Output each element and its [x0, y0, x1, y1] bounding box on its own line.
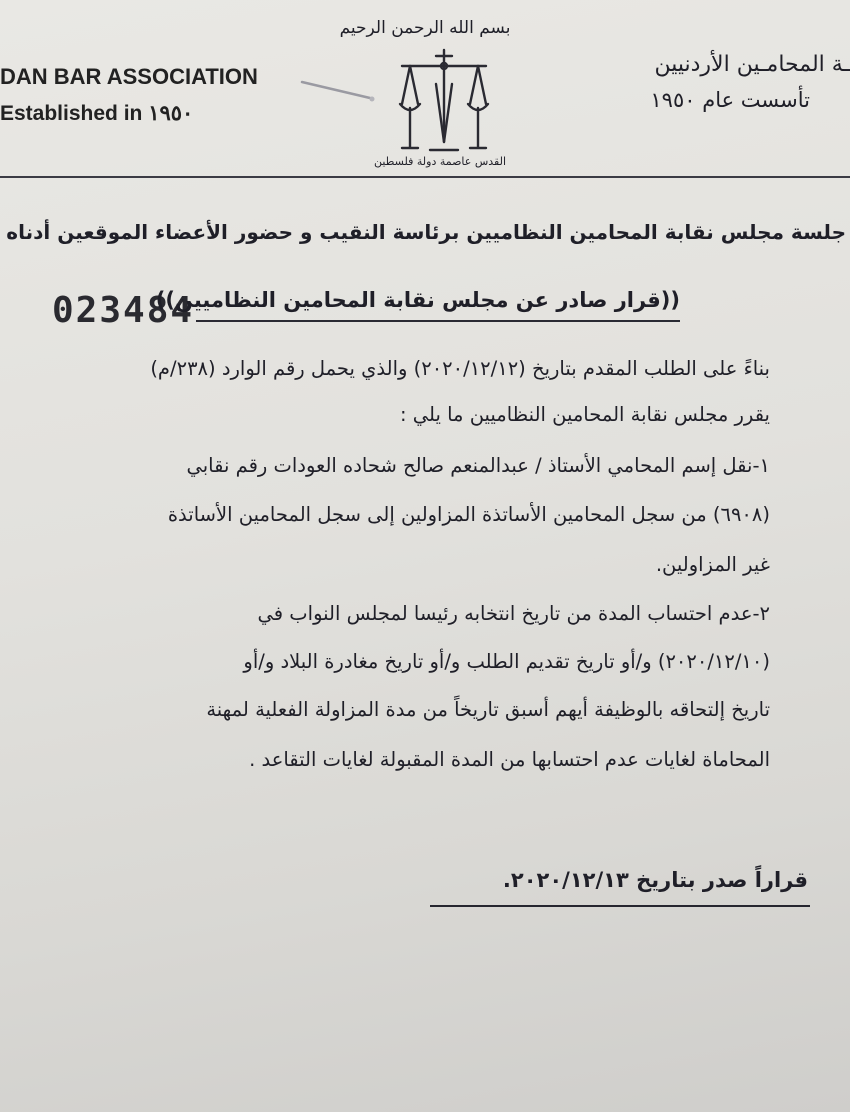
body-line: (٢٠٢٠/١٢/١٠) و/أو تاريخ تقديم الطلب و/أو تاريخ مغادرة البلاد و/أو — [243, 650, 770, 673]
basmala: بسم الله الرحمن الرحيم — [339, 18, 511, 38]
decision-title-underline — [196, 320, 680, 322]
decision-title: ((قرار صادر عن مجلس نقابة المحامين النظاميين)) — [155, 288, 680, 312]
session-line: جلسة مجلس نقابة المحامين النظاميين برئاسة النقيب و حضور الأعضاء الموقعين أدناه — [6, 220, 846, 244]
issued-date-underline — [430, 905, 810, 907]
paper-pin-icon — [300, 78, 380, 108]
issued-date-line: قراراً صدر بتاريخ ٢٠٢٠/١٢/١٣. — [502, 868, 808, 892]
body-line: تاريخ إلتحاقه بالوظيفة أيهم أسبق تاريخاً من مدة المزاولة الفعلية لمهنة — [206, 698, 770, 721]
body-line: ٢-عدم احتساب المدة من تاريخ انتخابه رئيسا لمجلس النواب في — [257, 602, 770, 625]
body-line: يقرر مجلس نقابة المحامين النظاميين ما يلي : — [400, 403, 770, 426]
header-divider — [0, 176, 850, 178]
arabic-established-line: تأسست عام ١٩٥٠ — [650, 88, 810, 112]
english-established-line: Established in ١٩٥٠ — [0, 102, 194, 125]
arabic-association-name: ـة المحامـين الأردنيين — [654, 52, 850, 77]
body-line: غير المزاولين. — [655, 553, 770, 576]
scales-of-justice-icon — [396, 44, 492, 156]
body-line: (٦٩٠٨) من سجل المحامين الأساتذة المزاولين إلى سجل المحامين الأساتذة — [167, 503, 770, 526]
english-association-name: DAN BAR ASSOCIATION — [0, 64, 258, 89]
body-line: ١-نقل إسم المحامي الأستاذ / عبدالمنعم صالح شحاده العودات رقم نقابي — [186, 454, 770, 477]
serial-number: 023484 — [52, 290, 195, 331]
body-line: بناءً على الطلب المقدم بتاريخ (٢٠٢٠/١٢/١٢) والذي يحمل رقم الوارد (٢٣٨/م) — [150, 357, 770, 380]
body-line: المحاماة لغايات عدم احتسابها من المدة المقبولة لغايات التقاعد . — [249, 748, 770, 771]
logo-caption: القدس عاصمة دولة فلسطين — [373, 155, 507, 168]
